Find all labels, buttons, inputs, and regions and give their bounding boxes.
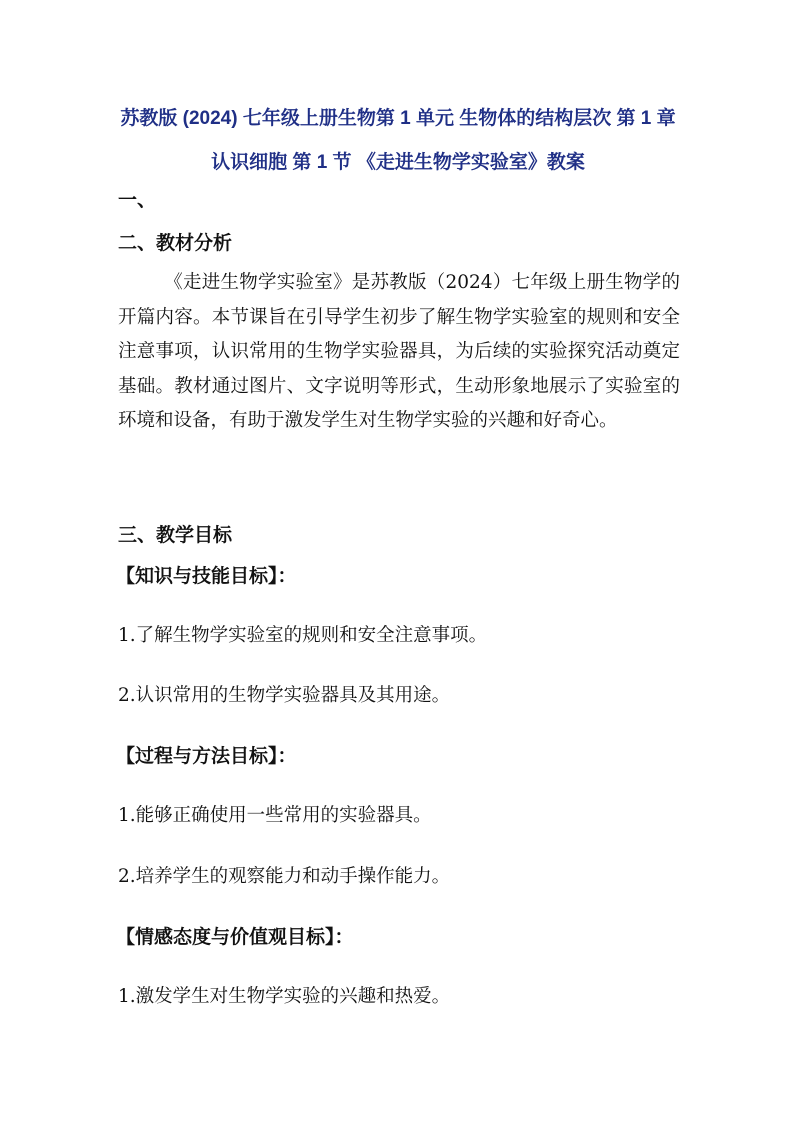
emotion-goal-1: 1.激发学生对生物学实验的兴趣和热爱。 <box>118 986 451 1007</box>
knowledge-goal-1: 1.了解生物学实验室的规则和安全注意事项。 <box>118 625 488 646</box>
document-title: 苏教版 (2024) 七年级上册生物第 1 单元 生物体的结构层次 第 1 章 认识细胞 第 1 节 《走进生物学实验室》教案 <box>120 108 676 173</box>
knowledge-skills-heading: 【知识与技能目标】： <box>116 565 297 587</box>
process-method-heading: 【过程与方法目标】： <box>116 745 297 767</box>
section-heading-teaching-goals: 三、教学目标 <box>118 524 233 546</box>
emotion-values-heading: 【情感态度与价值观目标】： <box>116 926 354 948</box>
textbook-analysis-paragraph: 《走进生物学实验室》是苏教版（2024）七年级上册生物学的开篇内容。本节课旨在引导学生初步了解生物学实验室的规则和安全注意事项，认识常用的生物学实验器具，为后续的实验探究活动奠定基础。教材通过图片、文字说明等形式，生动形象地展示了实验室的环境和设备，有助于激发学生对生物学实验的兴趣和好奇心。 <box>118 272 680 431</box>
section-heading-textbook-analysis: 二、教材分析 <box>118 232 233 254</box>
process-goal-1: 1.能够正确使用一些常用的实验器具。 <box>118 805 432 826</box>
process-goal-2: 2.培养学生的观察能力和动手操作能力。 <box>118 866 451 887</box>
knowledge-goal-2: 2.认识常用的生物学实验器具及其用途。 <box>118 685 451 706</box>
section-heading-1: 一、 <box>118 189 157 211</box>
